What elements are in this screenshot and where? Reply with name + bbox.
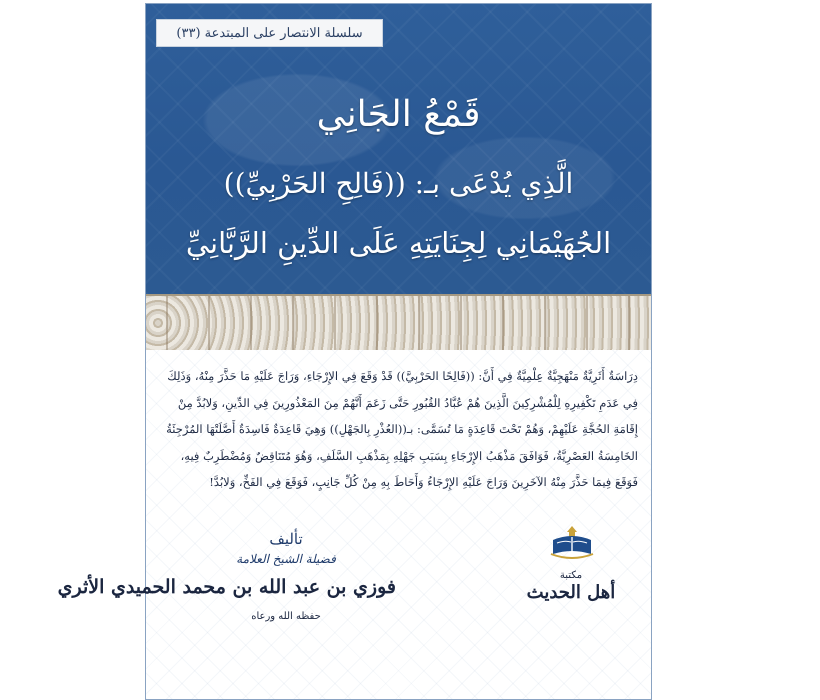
description-line-4: الخَامِسَةُ العَصْرِيَّةُ، فَوَافَقَ مَذْهَبُ الإِرْجَاءِ بِسَبَبِ جَهْلِهِ بِمَذْهَبِ السَّلَفِ، وَهُوَ مُتَنَاقِضٌ وَمُضْطَرِبٌ فِيهِ، [180, 448, 638, 463]
series-label: سلسلة الانتصار على المبتدعة (٣٣) [156, 19, 383, 47]
title-line-2: الَّذِي يُدْعَى بـ: ((فَالِحِ الحَرْبِيِّ)) [223, 167, 574, 200]
author-honorific: فضيلة الشيخ العلامة [236, 552, 336, 566]
author-name: فوزي بن عبد الله بن محمد الحميدي الأثري [57, 576, 396, 598]
title-line-1: قَمْعُ الجَانِي [316, 94, 481, 135]
author-block [57, 524, 396, 664]
book-cover [57, 3, 652, 700]
publisher-prefix: مكتبة [559, 570, 583, 581]
description-line-5: فَوَقَعَ فِيمَا حَذَّرَ مِنْهُ الآخَرِينَ وَرَاجَ عَلَيْهِ الإِرْجَاءُ وَأَحَاطَ بِهِ مِنْ كُلِّ جَانِبٍ، فَوَقَعَ فِي الفَخِّ، وَلابُدَّ! [209, 475, 638, 489]
publisher-name: أهل الحديث [526, 582, 616, 603]
author-prayer: حفظه الله ورعاه [251, 611, 321, 622]
description-line-3: إِقَامَةِ الحُجَّةِ عَلَيْهِمْ، وَهُمْ تَحْتَ قَاعِدَةٍ مَا تُسَمَّى: بـ((العُذْرِ بِالجَهْلِ)) وَهِيَ قَاعِدَةٌ فَاسِدَةٌ أَصَّلَتْهَا المُرْجِئَةُ [166, 422, 638, 436]
ornamental-band [146, 294, 651, 352]
publisher-logo-icon [549, 524, 595, 562]
description-paragraph [160, 363, 638, 496]
description-line-2: فِي عَدَمِ تَكْفِيرِهِ لِلْمُشْرِكِينَ الَّذِينَ هُمْ عُبَّادُ القُبُورِ حَتَّى زَعَمَ أَنَّهُمْ مِنَ المَعْذُورِينَ فِي الدِّينِ، وَلابُدَّ مِنْ [177, 395, 638, 410]
cover-top-panel [146, 4, 651, 294]
title-line-3: الجُهَيْمَانِي لِجِنَايَتِهِ عَلَى الدِّينِ الرَّبَّانِيِّ [185, 226, 612, 260]
description-line-1: دِرَاسَةٌ أَثَرِيَّةٌ مَنْهَجِيَّةٌ عِلْمِيَّةٌ فِي أَنَّ: ((فَالِحًا الحَرْبِيَّ)) قَدْ وَقَعَ فِي الإِرْجَاءِ، وَرَاجَ عَلَيْهِ مَا حَذَّرَ مِنْهُ، وَذَلِكَ [167, 369, 638, 383]
ornament-pattern [146, 296, 651, 350]
publisher-block [516, 524, 626, 634]
author-label: تأليف [269, 530, 303, 548]
